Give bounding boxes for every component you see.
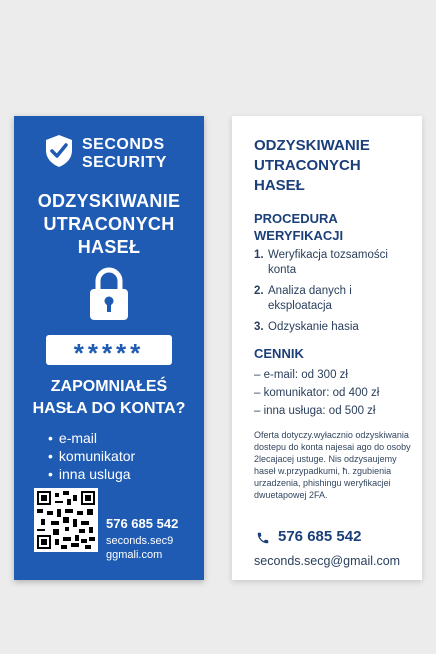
question-headline: [14, 376, 204, 420]
email-address[interactable]: [106, 534, 198, 562]
procedure-heading: [254, 210, 343, 244]
title-line: UTRACONYCH: [254, 157, 361, 174]
email-line: ggmali.com: [106, 549, 163, 561]
step-number: 1.: [254, 249, 264, 261]
title-line: ODZYSKIWANIE: [254, 137, 370, 154]
blue-flyer: [14, 116, 204, 580]
price-heading: CENNIK: [254, 346, 304, 361]
step-number: 2.: [254, 285, 264, 297]
password-mask: *****: [46, 335, 172, 365]
list-item: – e-mail: od 300 zł: [254, 369, 348, 381]
procedure-steps: [254, 248, 414, 341]
title-line: HASEŁ: [254, 177, 305, 194]
list-item: • e-mail: [48, 429, 135, 447]
step-text: Weryfikacja tozsamości konta: [268, 249, 388, 276]
list-item: – komunikator: od 400 zł: [254, 387, 380, 399]
shield-check-icon: [44, 134, 74, 168]
title-line: ODZYSKIWANIE: [37, 191, 181, 211]
step-number: 3.: [254, 321, 264, 333]
title-line: HASEŁ: [77, 237, 141, 257]
list-item: [254, 320, 414, 335]
brand-name: [82, 136, 167, 172]
list-item: • inna usluga: [48, 465, 135, 483]
list-item: [254, 248, 414, 278]
price-list: [254, 366, 379, 420]
brand-line-2: SECURITY: [82, 154, 167, 171]
brand-line-1: SECONDS: [82, 136, 165, 153]
heading-line: WERYFIKACJI: [254, 228, 344, 243]
qr-code: [34, 488, 98, 552]
white-flyer: [232, 116, 422, 580]
email-address[interactable]: seconds.secg@gmail.com: [254, 554, 401, 568]
qr-code-graphic: [37, 491, 95, 549]
list-item: • komunikator: [48, 447, 135, 465]
step-text: Analiza danych i eksploatacja: [268, 285, 352, 312]
list-item: [254, 284, 414, 314]
flyer-title: [14, 190, 204, 259]
step-text: Odzyskanie hasia: [268, 321, 359, 333]
phone-number[interactable]: 576 685 542: [106, 516, 179, 531]
phone-icon: [256, 530, 270, 546]
phone-number[interactable]: 576 685 542: [278, 528, 362, 545]
flyer-title: [254, 136, 370, 196]
title-line: UTRACONYCH: [43, 214, 175, 234]
service-list: [48, 429, 135, 483]
question-line: ZAPOMNIAŁEŚ: [50, 378, 168, 395]
list-item: – inna usługa: od 500 zł: [254, 405, 376, 417]
padlock-icon: [88, 266, 130, 322]
offer-note: Oferta dotyczy.wyłacznio odzyskiwania dostepu do konta najesai ago do osoby 2lecajacej ustuge. Nis odzysaujemy haseł w.przypadkumi, ħ. zgubienia urzadzenia, phishingu weryfikacjei dwuetapowej 2FA.: [254, 430, 411, 500]
email-line: seconds.sec9: [106, 535, 174, 547]
heading-line: PROCEDURA: [254, 211, 338, 226]
question-line: HASŁA DO KONTA?: [32, 400, 186, 417]
